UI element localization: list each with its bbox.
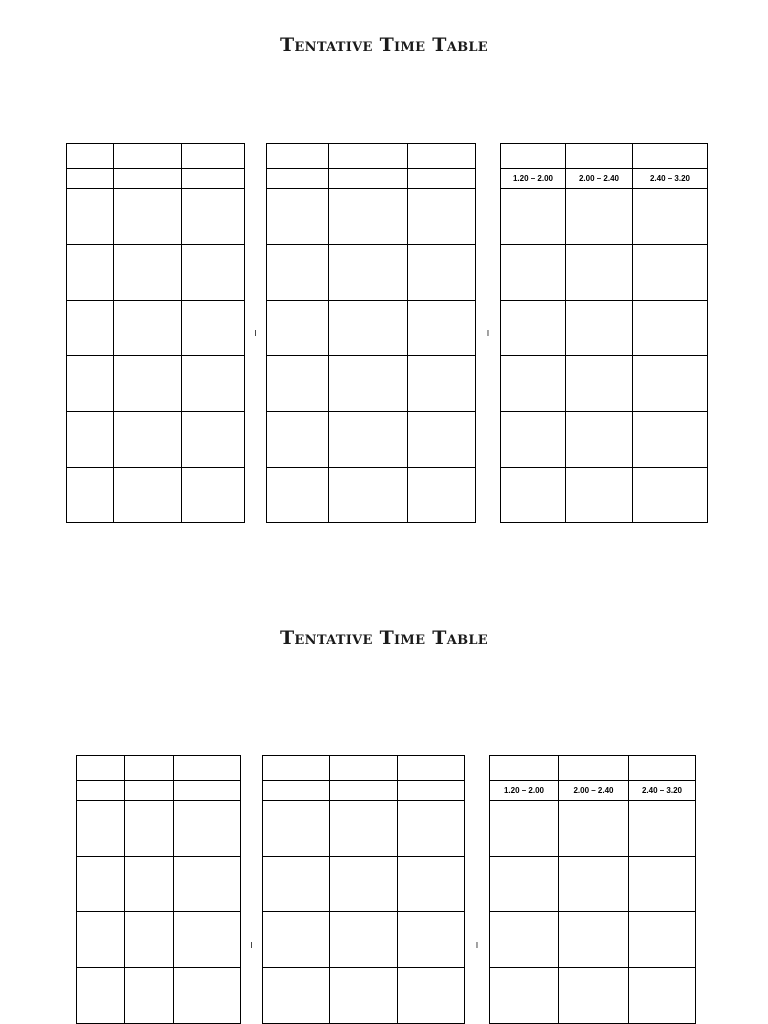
table-cell — [174, 857, 241, 912]
table-cell — [77, 857, 125, 912]
table-cell — [559, 968, 629, 1024]
table-cell — [629, 857, 696, 912]
table-row — [77, 801, 696, 857]
table-cell — [490, 912, 559, 968]
table-cell — [398, 801, 465, 857]
table-cell — [559, 801, 629, 857]
timetable-bottom — [76, 755, 696, 1024]
table-cell — [629, 801, 696, 857]
table-cell — [330, 781, 398, 801]
table-cell — [398, 857, 465, 912]
table-cell — [559, 912, 629, 968]
table-cell — [330, 968, 398, 1024]
table-cell — [330, 801, 398, 857]
table-cell — [125, 857, 174, 912]
table-cell — [398, 912, 465, 968]
table-row — [77, 968, 696, 1024]
time-slot-1: 1.20 – 2.00 — [490, 781, 559, 801]
page-title: Tentative Time Table — [279, 34, 489, 56]
time-slot-2: 2.00 – 2.40 — [566, 169, 633, 189]
break-column — [241, 756, 263, 1024]
table-cell — [490, 756, 559, 781]
table-cell — [263, 857, 330, 912]
table-cell — [77, 781, 125, 801]
table-cell — [398, 968, 465, 1024]
table-cell — [263, 912, 330, 968]
table-cell — [559, 756, 629, 781]
table-cell — [174, 781, 241, 801]
table-row — [77, 857, 696, 912]
table-cell — [398, 781, 465, 801]
table-cell — [174, 912, 241, 968]
break-mark: I — [475, 940, 479, 950]
table-cell — [330, 756, 398, 781]
table-cell — [174, 968, 241, 1024]
table-cell — [398, 756, 465, 781]
table-cell — [330, 912, 398, 968]
break-column — [465, 756, 490, 1024]
time-slot-3: 2.40 – 3.20 — [633, 169, 708, 189]
table-cell — [629, 968, 696, 1024]
table-row — [77, 781, 696, 801]
table-cell — [629, 756, 696, 781]
table-row — [77, 756, 696, 781]
table-cell — [263, 756, 330, 781]
table-cell — [490, 857, 559, 912]
table-cell — [125, 912, 174, 968]
break-mark: I — [254, 328, 257, 338]
table-cell — [77, 968, 125, 1024]
break-mark: I — [486, 328, 490, 338]
table-cell — [77, 756, 125, 781]
table-cell — [330, 857, 398, 912]
table-cell — [125, 781, 174, 801]
table-cell — [263, 781, 330, 801]
table-cell — [490, 801, 559, 857]
table-cell — [125, 756, 174, 781]
table-cell — [174, 756, 241, 781]
table-cell — [125, 968, 174, 1024]
table-cell — [629, 912, 696, 968]
table-cell — [263, 968, 330, 1024]
table-cell — [263, 801, 330, 857]
table-cell — [559, 857, 629, 912]
table-cell — [125, 801, 174, 857]
time-slot-3: 2.40 – 3.20 — [629, 781, 696, 801]
table-cell — [490, 968, 559, 1024]
time-slot-2: 2.00 – 2.40 — [559, 781, 629, 801]
break-mark: I — [250, 940, 253, 950]
table-cell — [77, 912, 125, 968]
page-title-second: Tentative Time Table — [279, 627, 489, 649]
table-cell — [77, 801, 125, 857]
table-cell — [174, 801, 241, 857]
time-slot-1: 1.20 – 2.00 — [501, 169, 566, 189]
table-row — [77, 912, 696, 968]
